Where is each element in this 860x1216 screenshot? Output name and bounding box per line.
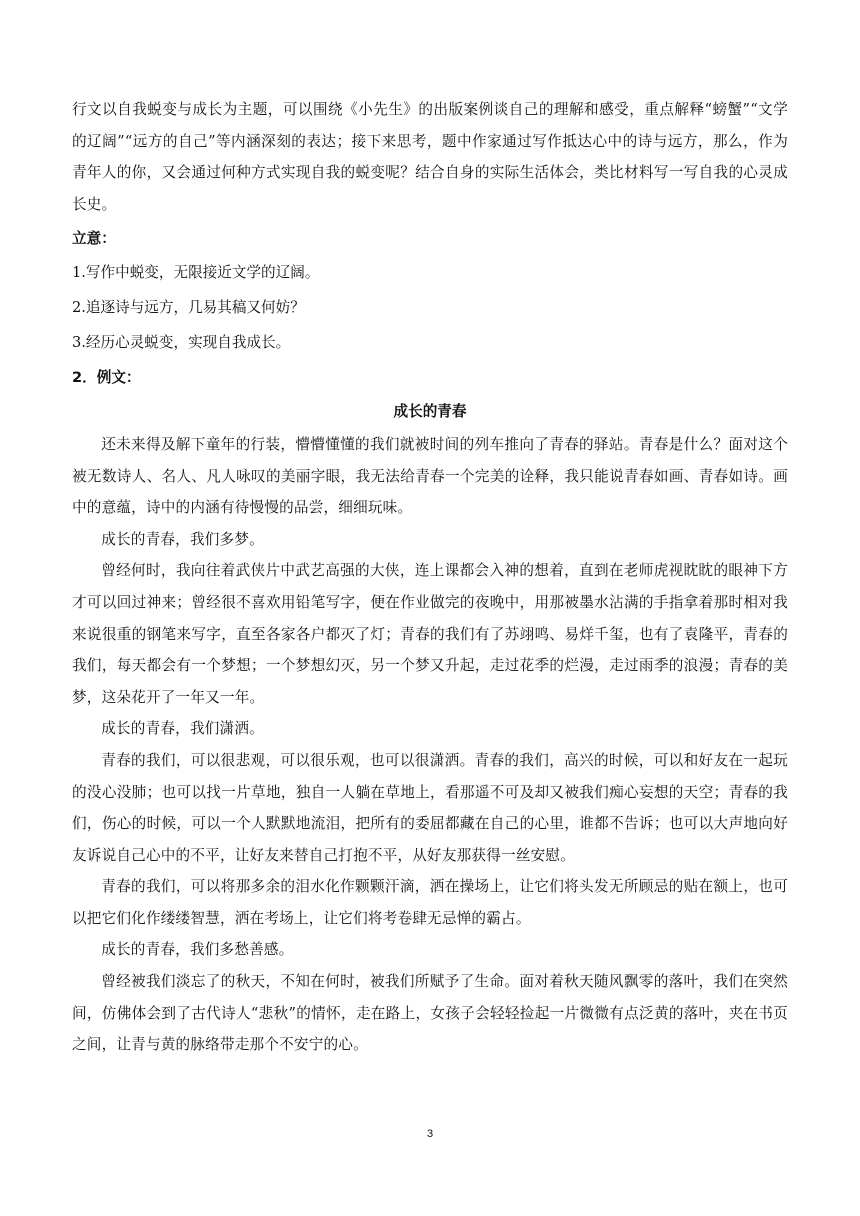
liyi-item-1: 1.写作中蜕变，无限接近文学的辽阔。: [72, 263, 320, 281]
essay-paragraph: 成长的青春，我们多梦。: [101, 530, 264, 548]
page-number: 3: [426, 1128, 434, 1140]
liyi-item-2: 2.追逐诗与远方，几易其稿又何妨？: [72, 298, 305, 316]
essay-paragraph: 青春的我们，可以将那多余的泪水化作颗颗汗滴，洒在操场上，让它们将头发无所顾忌的贴在额上，也可以把它们化作缕缕智慧，洒在考场上，让它们将考卷肆无忌惮的霸占。: [72, 878, 788, 927]
essay-paragraph: 曾经被我们淡忘了的秋天，不知在何时，被我们所赋予了生命。面对着秋天随风飘零的落叶，我们在突然间，仿佛体会到了古代诗人“悲秋”的情怀，走在路上，女孩子会轻轻捡起一片微微有点泛黄的落叶，夹在书页之间，让青与黄的脉络带走那个不安宁的心。: [72, 973, 788, 1054]
essay-paragraph: 曾经何时，我向往着武侠片中武艺高强的大侠，连上课都会入神的想着，直到在老师虎视眈眈的眼神下方才可以回过神来；曾经很不喜欢用铅笔写字，便在作业做完的夜晚中，用那被墨水沾满的手指拿着那时相对我来说很重的钢笔来写字，直至各家各户都灭了灯；青春的我们有了苏翊鸣、易烊千玺，也有了袁隆平，青春的我们，每天都会有一个梦想；一个梦想幻灭，另一个梦又升起，走过花季的烂漫，走过雨季的浪漫；青春的美梦，这朵花开了一年又一年。: [72, 562, 788, 706]
essay-paragraph: 成长的青春，我们潇洒。: [101, 720, 264, 738]
essay-paragraph: 还未来得及解下童年的行装，懵懵懂懂的我们就被时间的列车推向了青春的驿站。青春是什么？面对这个被无数诗人、名人、凡人咏叹的美丽字眼，我无法给青春一个完美的诠释，我只能说青春如画、青春如诗。画中的意蕴，诗中的内涵有待慢慢的品尝，细细玩味。: [72, 435, 788, 517]
example-label: 2．例文：: [72, 368, 141, 386]
liyi-item-3: 3.经历心灵蜕变，实现自我成长。: [72, 333, 291, 351]
essay-title: 成长的青春: [393, 402, 467, 420]
liyi-label: 立意：: [72, 230, 116, 248]
intro-paragraph: 行文以自我蜕变与成长为主题，可以围绕《小先生》的出版案例谈自己的理解和感受，重点解释“螃蟹”“文学的辽阔”“远方的自己”等内涵深刻的表达；接下来思考，题中作家通过写作抵达心中的诗与远方，那么，作为青年人的你，又会通过何种方式实现自我的蜕变呢？结合自身的实际生活体会，类比材料写一写自我的心灵成长史。: [72, 101, 788, 213]
essay-paragraph: 成长的青春，我们多愁善感。: [101, 941, 294, 959]
essay-paragraph: 青春的我们，可以很悲观，可以很乐观，也可以很潇洒。青春的我们，高兴的时候，可以和好友在一起玩的没心没肺；也可以找一片草地，独自一人躺在草地上，看那遥不可及却又被我们痴心妄想的天空；青春的我们，伤心的时候，可以一个人默默地流泪，把所有的委屈都藏在自己的心里，谁都不告诉；也可以大声地向好友诉说自己心中的不平，让好友来替自己打抱不平，从好友那获得一丝安慰。: [72, 751, 788, 864]
page-content: [72, 94, 788, 1061]
